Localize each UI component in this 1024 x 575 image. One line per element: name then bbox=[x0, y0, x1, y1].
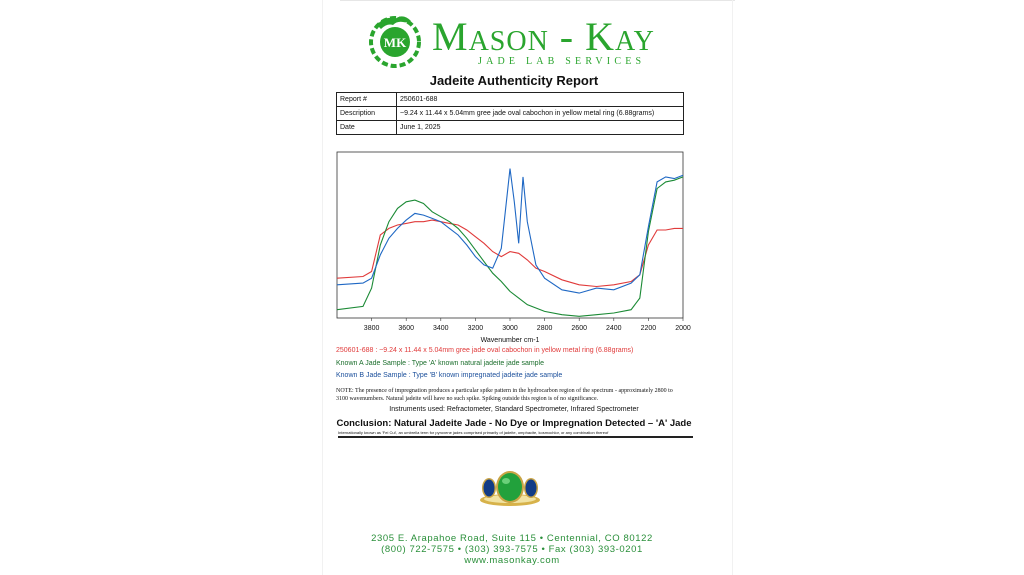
footer-address: 2305 E. Arapahoe Road, Suite 115 • Centennial, CO 80122 bbox=[371, 533, 653, 544]
x-tick-label: 3600 bbox=[398, 325, 414, 332]
brand-name: Mason - Kay bbox=[432, 14, 655, 59]
brand-tagline: JADE LAB SERVICES bbox=[478, 56, 646, 67]
x-tick-label: 3200 bbox=[467, 325, 484, 332]
logo-monogram: MK bbox=[383, 35, 407, 50]
page-edge-left bbox=[322, 0, 323, 575]
jade-highlight bbox=[502, 478, 510, 484]
info-value: 250601-688 bbox=[397, 93, 684, 107]
conclusion-underline bbox=[338, 436, 693, 438]
footer-website: www.masonkay.com bbox=[464, 555, 560, 566]
x-axis-label: Wavenumber cm-1 bbox=[480, 337, 540, 344]
info-row-report bbox=[337, 93, 684, 107]
info-row-date bbox=[337, 121, 684, 135]
x-tick-label: 2400 bbox=[606, 325, 622, 332]
conclusion-footnote: Internationally known as 'Fei Cui', an umbrella term for pyroxene jades comprised primarily of jadeite, omphacite, kosmochlor, or any combination thereof bbox=[338, 430, 609, 435]
footer bbox=[330, 533, 694, 566]
ir-spectrum-chart bbox=[330, 148, 700, 348]
page-edge-top bbox=[340, 0, 735, 1]
info-label: Report # bbox=[337, 93, 397, 107]
x-tick-label: 2800 bbox=[536, 325, 553, 332]
report-title: Jadeite Authenticity Report bbox=[429, 73, 599, 88]
plot-frame bbox=[337, 152, 683, 318]
sapphire-left bbox=[484, 480, 495, 497]
legend-known-b: Known B Jade Sample : Type 'B' known impregnated jadeite jade sample bbox=[336, 372, 563, 379]
legend-known-a: Known A Jade Sample : Type 'A' known natural jadeite jade sample bbox=[336, 360, 545, 367]
x-tick-label: 3800 bbox=[363, 325, 380, 332]
jade-cabochon bbox=[498, 473, 522, 501]
x-tick-label: 3000 bbox=[502, 325, 518, 332]
info-label: Description bbox=[337, 107, 397, 121]
impregnation-note: NOTE: The presence of impregnation produces a particular spike pattern in the hydrocarbon region of the spectrum - approximately 2800 to 3100 wavenumbers. Natural jadeite will have no such spike. Spiking outside this region is of no significance. bbox=[336, 388, 673, 402]
x-tick-label: 2600 bbox=[571, 325, 587, 332]
mason-kay-logo bbox=[367, 13, 423, 69]
info-value: June 1, 2025 bbox=[397, 121, 684, 135]
info-row-description bbox=[337, 107, 684, 121]
info-label: Date bbox=[337, 121, 397, 135]
brand-block bbox=[432, 15, 664, 75]
report-info-table bbox=[336, 92, 684, 135]
page-edge-right bbox=[732, 0, 733, 575]
legend-sample: 250601-688 : ~9.24 x 11.44 x 5.04mm gree jade oval cabochon in yellow metal ring (6.88grams) bbox=[336, 347, 634, 354]
conclusion: Conclusion: Natural Jadeite Jade - No Dye or Impregnation Detected – 'A' Jade bbox=[336, 418, 692, 429]
instruments-used: Instruments used: Refractometer, Standard Spectrometer, Infrared Spectrometer bbox=[389, 406, 639, 413]
x-tick-label: 2000 bbox=[675, 325, 691, 332]
sapphire-right bbox=[526, 480, 537, 497]
x-tick-label: 2200 bbox=[640, 325, 657, 332]
x-tick-label: 3400 bbox=[433, 325, 449, 332]
footer-phones: (800) 722-7575 • (303) 393-7575 • Fax (303) 393-0201 bbox=[381, 544, 643, 555]
ring-photo bbox=[475, 466, 545, 510]
info-value: ~9.24 x 11.44 x 5.04mm gree jade oval cabochon in yellow metal ring (6.88grams) bbox=[397, 107, 684, 121]
